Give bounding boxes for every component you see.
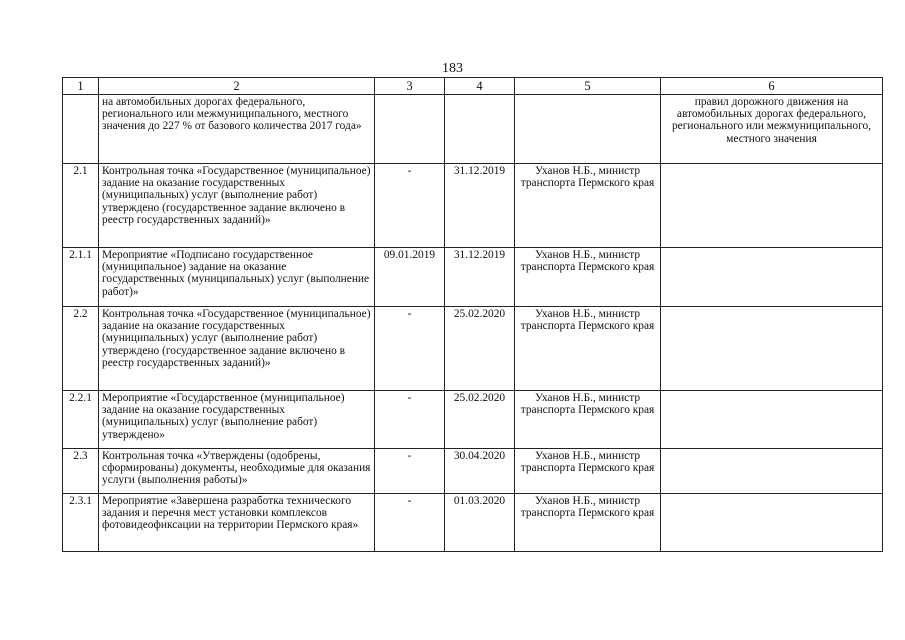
row-start-date: -	[375, 307, 445, 391]
row-responsible: Уханов Н.Б., министр транспорта Пермского края	[515, 248, 661, 307]
row-end-date: 31.12.2019	[445, 248, 515, 307]
table-row	[63, 95, 883, 164]
row-responsible: Уханов Н.Б., министр транспорта Пермского края	[515, 449, 661, 494]
row-start-date	[375, 95, 445, 164]
row-description: Мероприятие «Подписано государственное (муниципальное) задание на оказание государственных (муниципальных) услуг (выполнение работ)»	[99, 248, 375, 307]
row-number: 2.1.1	[63, 248, 99, 307]
table-row	[63, 391, 883, 449]
column-header: 6	[661, 78, 883, 95]
plan-table	[62, 77, 883, 552]
page-number: 183	[442, 61, 463, 76]
row-responsible: Уханов Н.Б., министр транспорта Пермского края	[515, 164, 661, 248]
row-result: правил дорожного движения на автомобильных дорогах федерального, регионального или межмуниципального, местного значения	[661, 95, 883, 164]
row-end-date: 25.02.2020	[445, 307, 515, 391]
row-start-date: -	[375, 494, 445, 552]
column-header: 2	[99, 78, 375, 95]
row-description: Мероприятие «Завершена разработка технического задания и перечня мест установки комплексов фотовидеофиксации на территории Пермского края»	[99, 494, 375, 552]
table-row	[63, 449, 883, 494]
table-row	[63, 494, 883, 552]
row-result	[661, 391, 883, 449]
row-responsible	[515, 95, 661, 164]
column-header: 1	[63, 78, 99, 95]
row-result	[661, 164, 883, 248]
table-header-row	[63, 78, 883, 95]
row-start-date: -	[375, 391, 445, 449]
row-end-date: 31.12.2019	[445, 164, 515, 248]
row-result	[661, 449, 883, 494]
row-end-date	[445, 95, 515, 164]
row-number	[63, 95, 99, 164]
row-description: на автомобильных дорогах федерального, регионального или межмуниципального, местного значения до 227 % от базового количества 2017 года»	[99, 95, 375, 164]
row-description: Контрольная точка «Государственное (муниципальное) задание на оказание государственных (муниципальных) услуг (выполнение работ) утверждено (государственное задание включено в реестр государственных заданий)»	[99, 164, 375, 248]
row-responsible: Уханов Н.Б., министр транспорта Пермского края	[515, 494, 661, 552]
row-end-date: 25.02.2020	[445, 391, 515, 449]
table-row	[63, 164, 883, 248]
row-responsible: Уханов Н.Б., министр транспорта Пермского края	[515, 391, 661, 449]
row-result	[661, 248, 883, 307]
row-end-date: 30.04.2020	[445, 449, 515, 494]
row-start-date: -	[375, 449, 445, 494]
row-responsible: Уханов Н.Б., министр транспорта Пермского края	[515, 307, 661, 391]
row-end-date: 01.03.2020	[445, 494, 515, 552]
table-row	[63, 248, 883, 307]
row-result	[661, 307, 883, 391]
row-result	[661, 494, 883, 552]
row-start-date: -	[375, 164, 445, 248]
row-start-date: 09.01.2019	[375, 248, 445, 307]
column-header: 5	[515, 78, 661, 95]
table-row	[63, 307, 883, 391]
row-description: Контрольная точка «Государственное (муниципальное) задание на оказание государственных (муниципальных) услуг (выполнение работ) утверждено (государственное задание включено в реестр государственных заданий)»	[99, 307, 375, 391]
row-number: 2.2	[63, 307, 99, 391]
row-number: 2.3.1	[63, 494, 99, 552]
column-header: 4	[445, 78, 515, 95]
row-number: 2.2.1	[63, 391, 99, 449]
row-number: 2.3	[63, 449, 99, 494]
row-number: 2.1	[63, 164, 99, 248]
column-header: 3	[375, 78, 445, 95]
row-description: Контрольная точка «Утверждены (одобрены, сформированы) документы, необходимые для оказания услуги (выполнения работы)»	[99, 449, 375, 494]
row-description: Мероприятие «Государственное (муниципальное) задание на оказание государственных (муниципальных) услуг (выполнение работ) утверждено»	[99, 391, 375, 449]
